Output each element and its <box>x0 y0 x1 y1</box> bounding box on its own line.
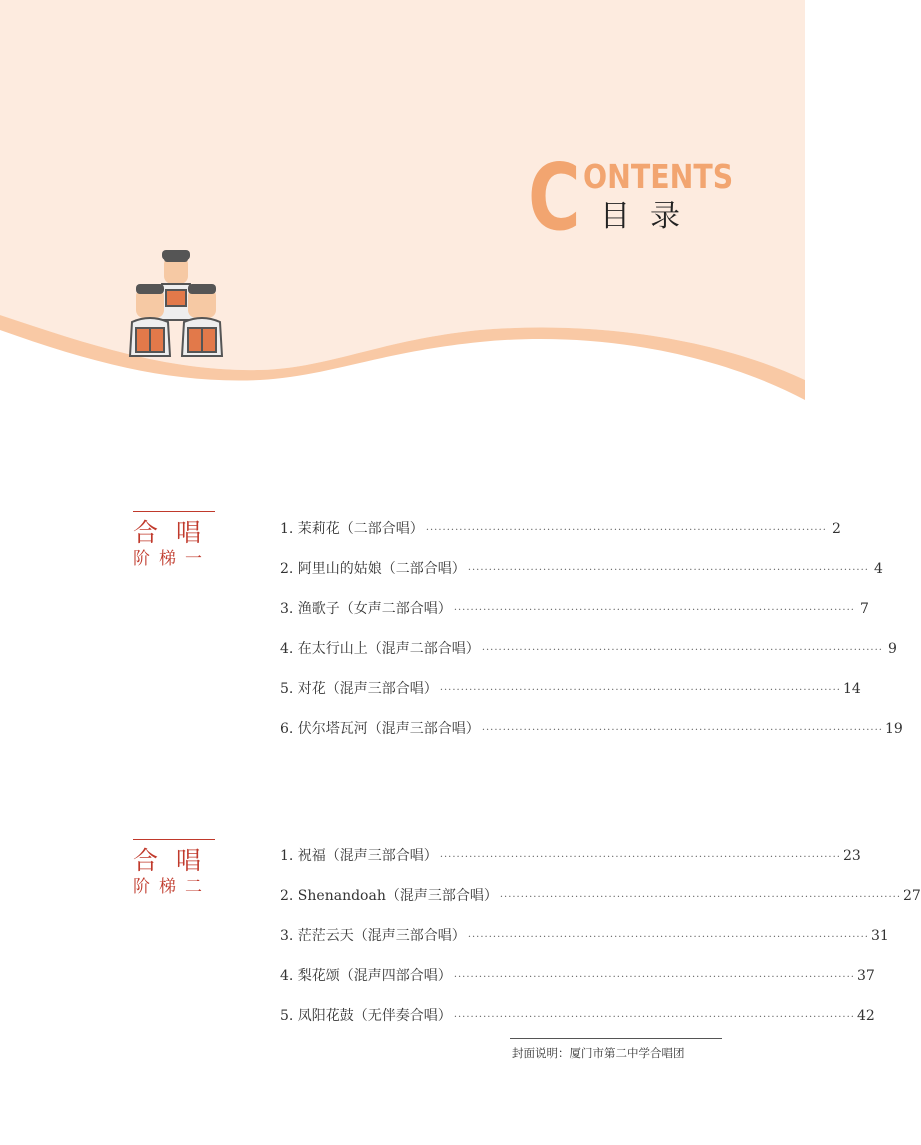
toc-entry[interactable] <box>280 558 883 578</box>
toc-entry-page: 31 <box>870 928 889 944</box>
toc-entry-page: 7 <box>860 601 869 617</box>
toc-leader: ································································································ <box>453 1012 855 1023</box>
toc-leader: ································································································ <box>439 685 841 696</box>
toc-leader: ································································································ <box>467 932 869 943</box>
toc-entry-title: 4. 在太行山上（混声二部合唱） <box>280 641 480 657</box>
toc-entry[interactable] <box>280 845 861 865</box>
toc-leader: ································································································ <box>481 725 883 736</box>
toc-entry-page: 14 <box>842 681 861 697</box>
toc-entry-title: 3. 渔歌子（女声二部合唱） <box>280 601 452 617</box>
toc-entry[interactable] <box>280 1005 875 1025</box>
toc-entry[interactable] <box>280 965 875 985</box>
choir-singers-icon <box>126 248 226 360</box>
toc-entry-title: 6. 伏尔塔瓦河（混声三部合唱） <box>280 721 480 737</box>
contents-initial: C <box>528 144 581 251</box>
toc-entry-title: 2. Shenandoah（混声三部合唱） <box>280 888 498 904</box>
toc-entry-title: 1. 祝福（混声三部合唱） <box>280 848 438 864</box>
toc-entry[interactable] <box>280 718 903 738</box>
toc-leader: ································································································ <box>467 565 869 576</box>
section-title: 合唱 <box>133 518 220 547</box>
toc-leader: ································································································ <box>453 605 855 616</box>
section-divider <box>133 839 215 840</box>
toc-entry-page: 19 <box>884 721 903 737</box>
section-heading-1 <box>133 511 220 570</box>
toc-entry-title: 2. 阿里山的姑娘（二部合唱） <box>280 561 466 577</box>
section-subtitle: 阶梯二 <box>133 877 211 897</box>
toc-entry-page: 37 <box>856 968 875 984</box>
toc-entry-title: 4. 梨花颂（混声四部合唱） <box>280 968 452 984</box>
toc-leader: ································································································ <box>453 972 855 983</box>
toc-entry-title: 5. 对花（混声三部合唱） <box>280 681 438 697</box>
section-divider <box>133 511 215 512</box>
toc-entry[interactable] <box>280 598 869 618</box>
contents-heading <box>528 144 734 251</box>
section-subtitle: 阶梯一 <box>133 549 211 569</box>
contents-rest: ONTENTS <box>583 157 734 196</box>
toc-entry-page: 23 <box>842 848 861 864</box>
toc-leader: ································································································ <box>499 892 901 903</box>
toc-entry[interactable] <box>280 925 889 945</box>
toc-entry-page: 42 <box>856 1008 875 1024</box>
section-title: 合唱 <box>133 846 220 875</box>
toc-entry[interactable] <box>280 518 841 538</box>
toc-leader: ································································································ <box>425 525 827 536</box>
toc-entry-page: 4 <box>874 561 883 577</box>
toc-entry-title: 5. 凤阳花鼓（无伴奏合唱） <box>280 1008 452 1024</box>
page-title: 目录 <box>600 199 700 234</box>
footer-divider <box>510 1038 722 1039</box>
toc-entry[interactable] <box>280 885 921 905</box>
cover-caption: 封面说明：厦门市第二中学合唱团 <box>512 1046 685 1060</box>
toc-entry-title: 1. 茉莉花（二部合唱） <box>280 521 424 537</box>
toc-leader: ································································································ <box>439 852 841 863</box>
section-heading-2 <box>133 839 220 898</box>
toc-entry-page: 27 <box>903 888 921 904</box>
toc-entry-page: 9 <box>888 641 897 657</box>
toc-entry-page: 2 <box>832 521 841 537</box>
toc-entry-title: 3. 茫茫云天（混声三部合唱） <box>280 928 466 944</box>
toc-entry[interactable] <box>280 678 861 698</box>
toc-entry[interactable] <box>280 638 897 658</box>
toc-leader: ································································································ <box>481 645 883 656</box>
